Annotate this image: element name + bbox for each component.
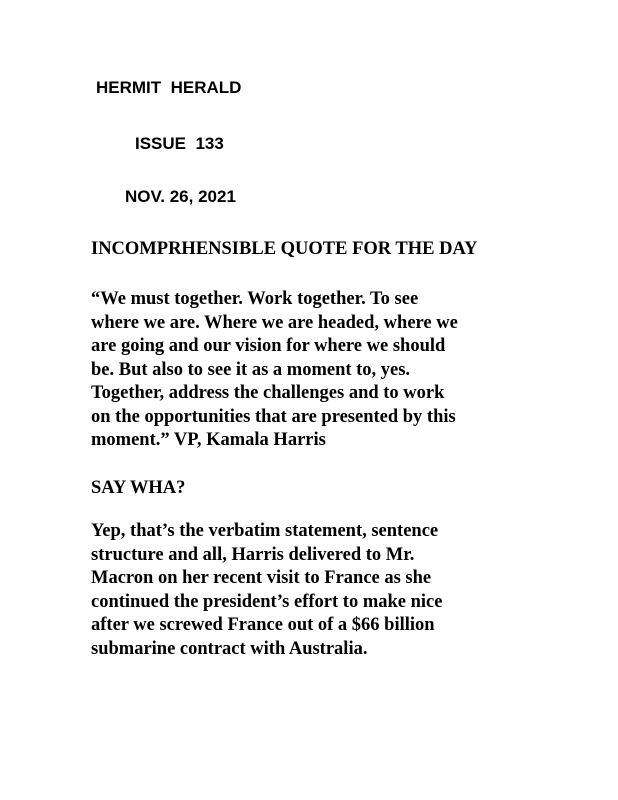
quote-line: are going and our vision for where we should	[91, 336, 446, 356]
section-heading: INCOMPRHENSIBLE QUOTE FOR THE DAY	[91, 239, 478, 259]
issue-number: ISSUE 133	[135, 134, 224, 153]
commentary-line: Yep, that’s the verbatim statement, sentence	[91, 521, 439, 541]
quote-line: “We must together. Work together. To see	[91, 289, 419, 309]
quote-line: on the opportunities that are presented by this	[91, 406, 456, 427]
commentary-paragraph	[91, 520, 551, 661]
quote-paragraph	[91, 288, 551, 453]
quote-line: Together, address the challenges and to work	[91, 383, 445, 403]
issue-date: NOV. 26, 2021	[125, 187, 236, 206]
commentary-line: after we screwed France out of a $66 billion	[91, 615, 435, 635]
newsletter-title: HERMIT HERALD	[96, 78, 242, 97]
commentary-line: structure and all, Harris delivered to Mr.	[91, 544, 415, 565]
commentary-line: continued the president’s effort to make nice	[91, 591, 443, 612]
quote-line: be. But also to see it as a moment to, yes.	[91, 359, 411, 380]
quote-line: moment.” VP, Kamala Harris	[91, 430, 326, 450]
commentary-line: Macron on her recent visit to France as she	[91, 568, 432, 588]
commentary-line: submarine contract with Australia.	[91, 638, 368, 659]
reaction-heading: SAY WHA?	[91, 478, 186, 498]
quote-line: where we are. Where we are headed, where we	[91, 312, 458, 333]
